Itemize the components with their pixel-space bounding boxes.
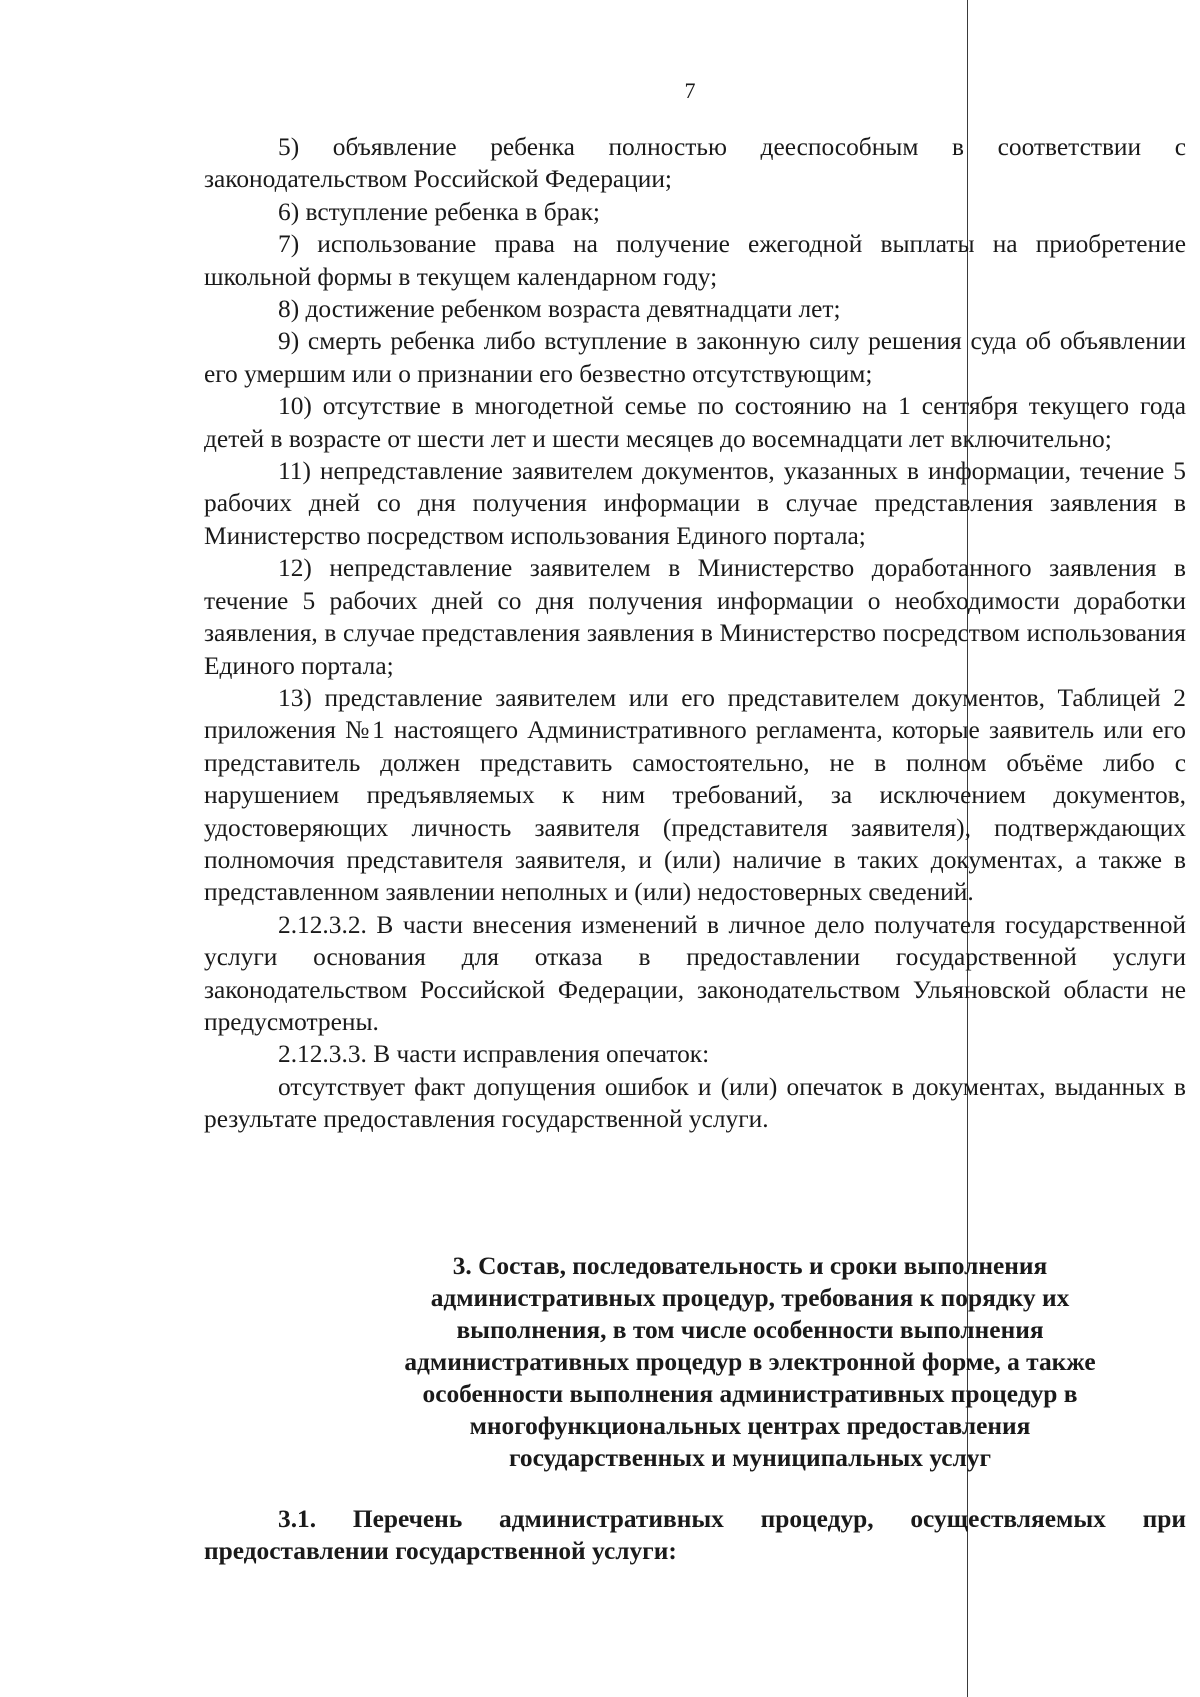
section-heading-line: административных процедур в электронной форме, а также: [404, 1348, 1096, 1376]
document-body: [204, 131, 1186, 1136]
section-heading-line: многофункциональных центрах предоставления: [469, 1412, 1031, 1440]
paragraph-typo-fact: отсутствует факт допущения ошибок и (или) опечаток в документах, выданных в результате предоставления государственной услуги.: [204, 1072, 1186, 1134]
page-number: 7: [684, 78, 696, 103]
paragraph-item-9: 9) смерть ребенка либо вступление в законную силу решения суда об объявлении его умершим или о признании его безвестно отсутствующим;: [204, 327, 1186, 388]
paragraph-2-12-3-2: 2.12.3.2. В части внесения изменений в личное дело получателя государственной услуги основания для отказа в предоставлении государственной услуги законодательством Российской Федерации, законодательством Ульяновской области не предусмотрены.: [204, 910, 1186, 1036]
paragraph-item-7: 7) использование права на получение ежегодной выплаты на приобретение школьной формы в текущем календарном году;: [204, 230, 1186, 291]
paragraph-item-12: 12) непредставление заявителем в Министерство доработанного заявления в течение 5 рабочих дней со дня получения информации о необходимости доработки заявления, в случае представления заявления в Министерство посредством использования Единого портала;: [204, 554, 1186, 680]
paragraph-item-13: 13) представление заявителем или его представителем документов, Таблицей 2 приложения №1 настоящего Административного регламента, которые заявитель или его представитель должен представить самостоятельно, не в полном объёме либо с нарушением предъявляемых к ним требований, за исключением документов, удостоверяющих личность заявителя (представителя заявителя), подтверждающих полномочия представителя заявителя, и (или) наличие в таких документах, а также в представленном заявлении неполных и (или) недостоверных сведений.: [204, 683, 1186, 907]
paragraph-item-10: 10) отсутствие в многодетной семье по состоянию на 1 сентября текущего года детей в возрасте от шести лет и шести месяцев до восемнадцати лет включительно;: [204, 392, 1186, 453]
paragraph-item-6: 6) вступление ребенка в брак;: [278, 197, 600, 226]
paragraph-item-5: 5) объявление ребенка полностью дееспособным в соответствии с законодательством Российской Федерации;: [204, 133, 1186, 194]
section-heading: [380, 1250, 1120, 1474]
paragraph-item-8: 8) достижение ребенком возраста девятнадцати лет;: [278, 295, 841, 324]
paragraph-item-11: 11) непредставление заявителем документов, указанных в информации, течение 5 рабочих дней со дня получения информации в случае представления заявления в Министерство посредством использования Единого портала;: [204, 457, 1186, 550]
section-heading-line: государственных и муниципальных услуг: [509, 1444, 991, 1472]
section-heading-line: особенности выполнения административных процедур в: [422, 1380, 1078, 1408]
subsection-heading: 3.1. Перечень административных процедур, осуществляемых при предоставлении государственной услуги:: [204, 1505, 1186, 1565]
section-heading-line: административных процедур, требования к порядку их: [430, 1284, 1070, 1312]
paragraph-2-12-3-3: 2.12.3.3. В части исправления опечаток:: [278, 1040, 710, 1069]
section-heading-line: выполнения, в том числе особенности выполнения: [456, 1316, 1044, 1344]
section-heading-line: 3. Состав, последовательность и сроки выполнения: [452, 1252, 1048, 1280]
